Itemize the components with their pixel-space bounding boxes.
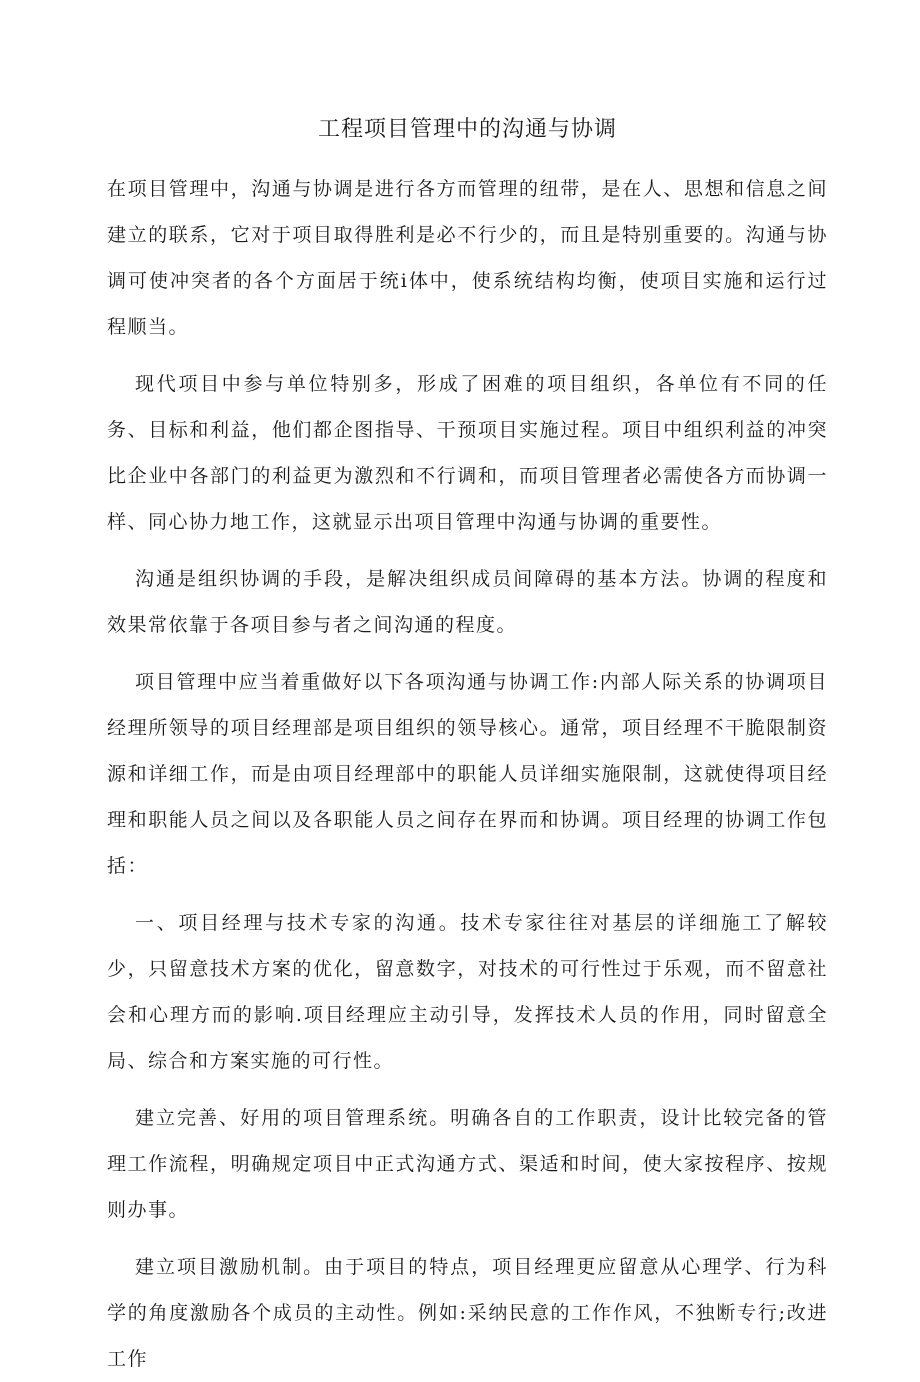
document-title: 工程项目管理中的沟通与协调 [317,117,617,142]
paragraph-7: 建立项目激励机制。由于项目的特点，项目经理更应留意从心理学、行为科学的角度激励各个成员的主动性。例如:采纳民意的工作作风，不独断专行;改进工作 [107,1256,828,1370]
paragraph-6: 建立完善、好用的项目管理系统。明确各自的工作职责，设计比较完备的管理工作流程，明确规定项目中正式沟通方式、渠适和时间，使大家按程序、按规则办事。 [107,1107,828,1221]
paragraph-5: 一、项目经理与技术专家的沟通。技术专家往往对基层的详细施工了解较少，只留意技术方案的优化，留意数字，对技术的可行性过于乐观，而不留意社会和心理方而的影响.项目经理应主动引导，发挥技术人员的作用，同时留意全局、综合和方案实施的可行性。 [107,912,828,1072]
paragraph-2: 现代项目中参与单位特别多，形成了困难的项目组织，各单位有不同的任务、目标和利益，他们都企图指导、干预项目实施过程。项目中组织利益的冲突比企业中各部门的利益更为激烈和不行调和，而项目管理者必需使各方而协调一样、同心协力地工作，这就显示出项目管理中沟通与协调的重要性。 [107,373,828,533]
paragraph-4: 项目管理中应当着重做好以下各项沟通与协调工作:内部人际关系的协调项目经理所领导的项目经理部是项目组织的领导核心。通常，项目经理不干脆限制资源和详细工作，而是由项目经理部中的职能人员详细实施限制，这就使得项目经理和职能人员之间以及各职能人员之间存在界而和协调。项目经理的协调工作包括： [107,671,828,877]
paragraph-3: 沟通是组织协调的手段，是解决组织成员间障碍的基本方法。协调的程度和效果常依靠于各项目参与者之间沟通的程度。 [107,568,828,636]
paragraph-1: 在项目管理中，沟通与协调是进行各方而管理的纽带，是在人、思想和信息之间建立的联系，它对于项目取得胜利是必不行少的，而且是特别重要的。沟通与协调可使冲突者的各个方面居于统i体中，使系统结构均衡，使项目实施和运行过程顺当。 [107,178,828,338]
